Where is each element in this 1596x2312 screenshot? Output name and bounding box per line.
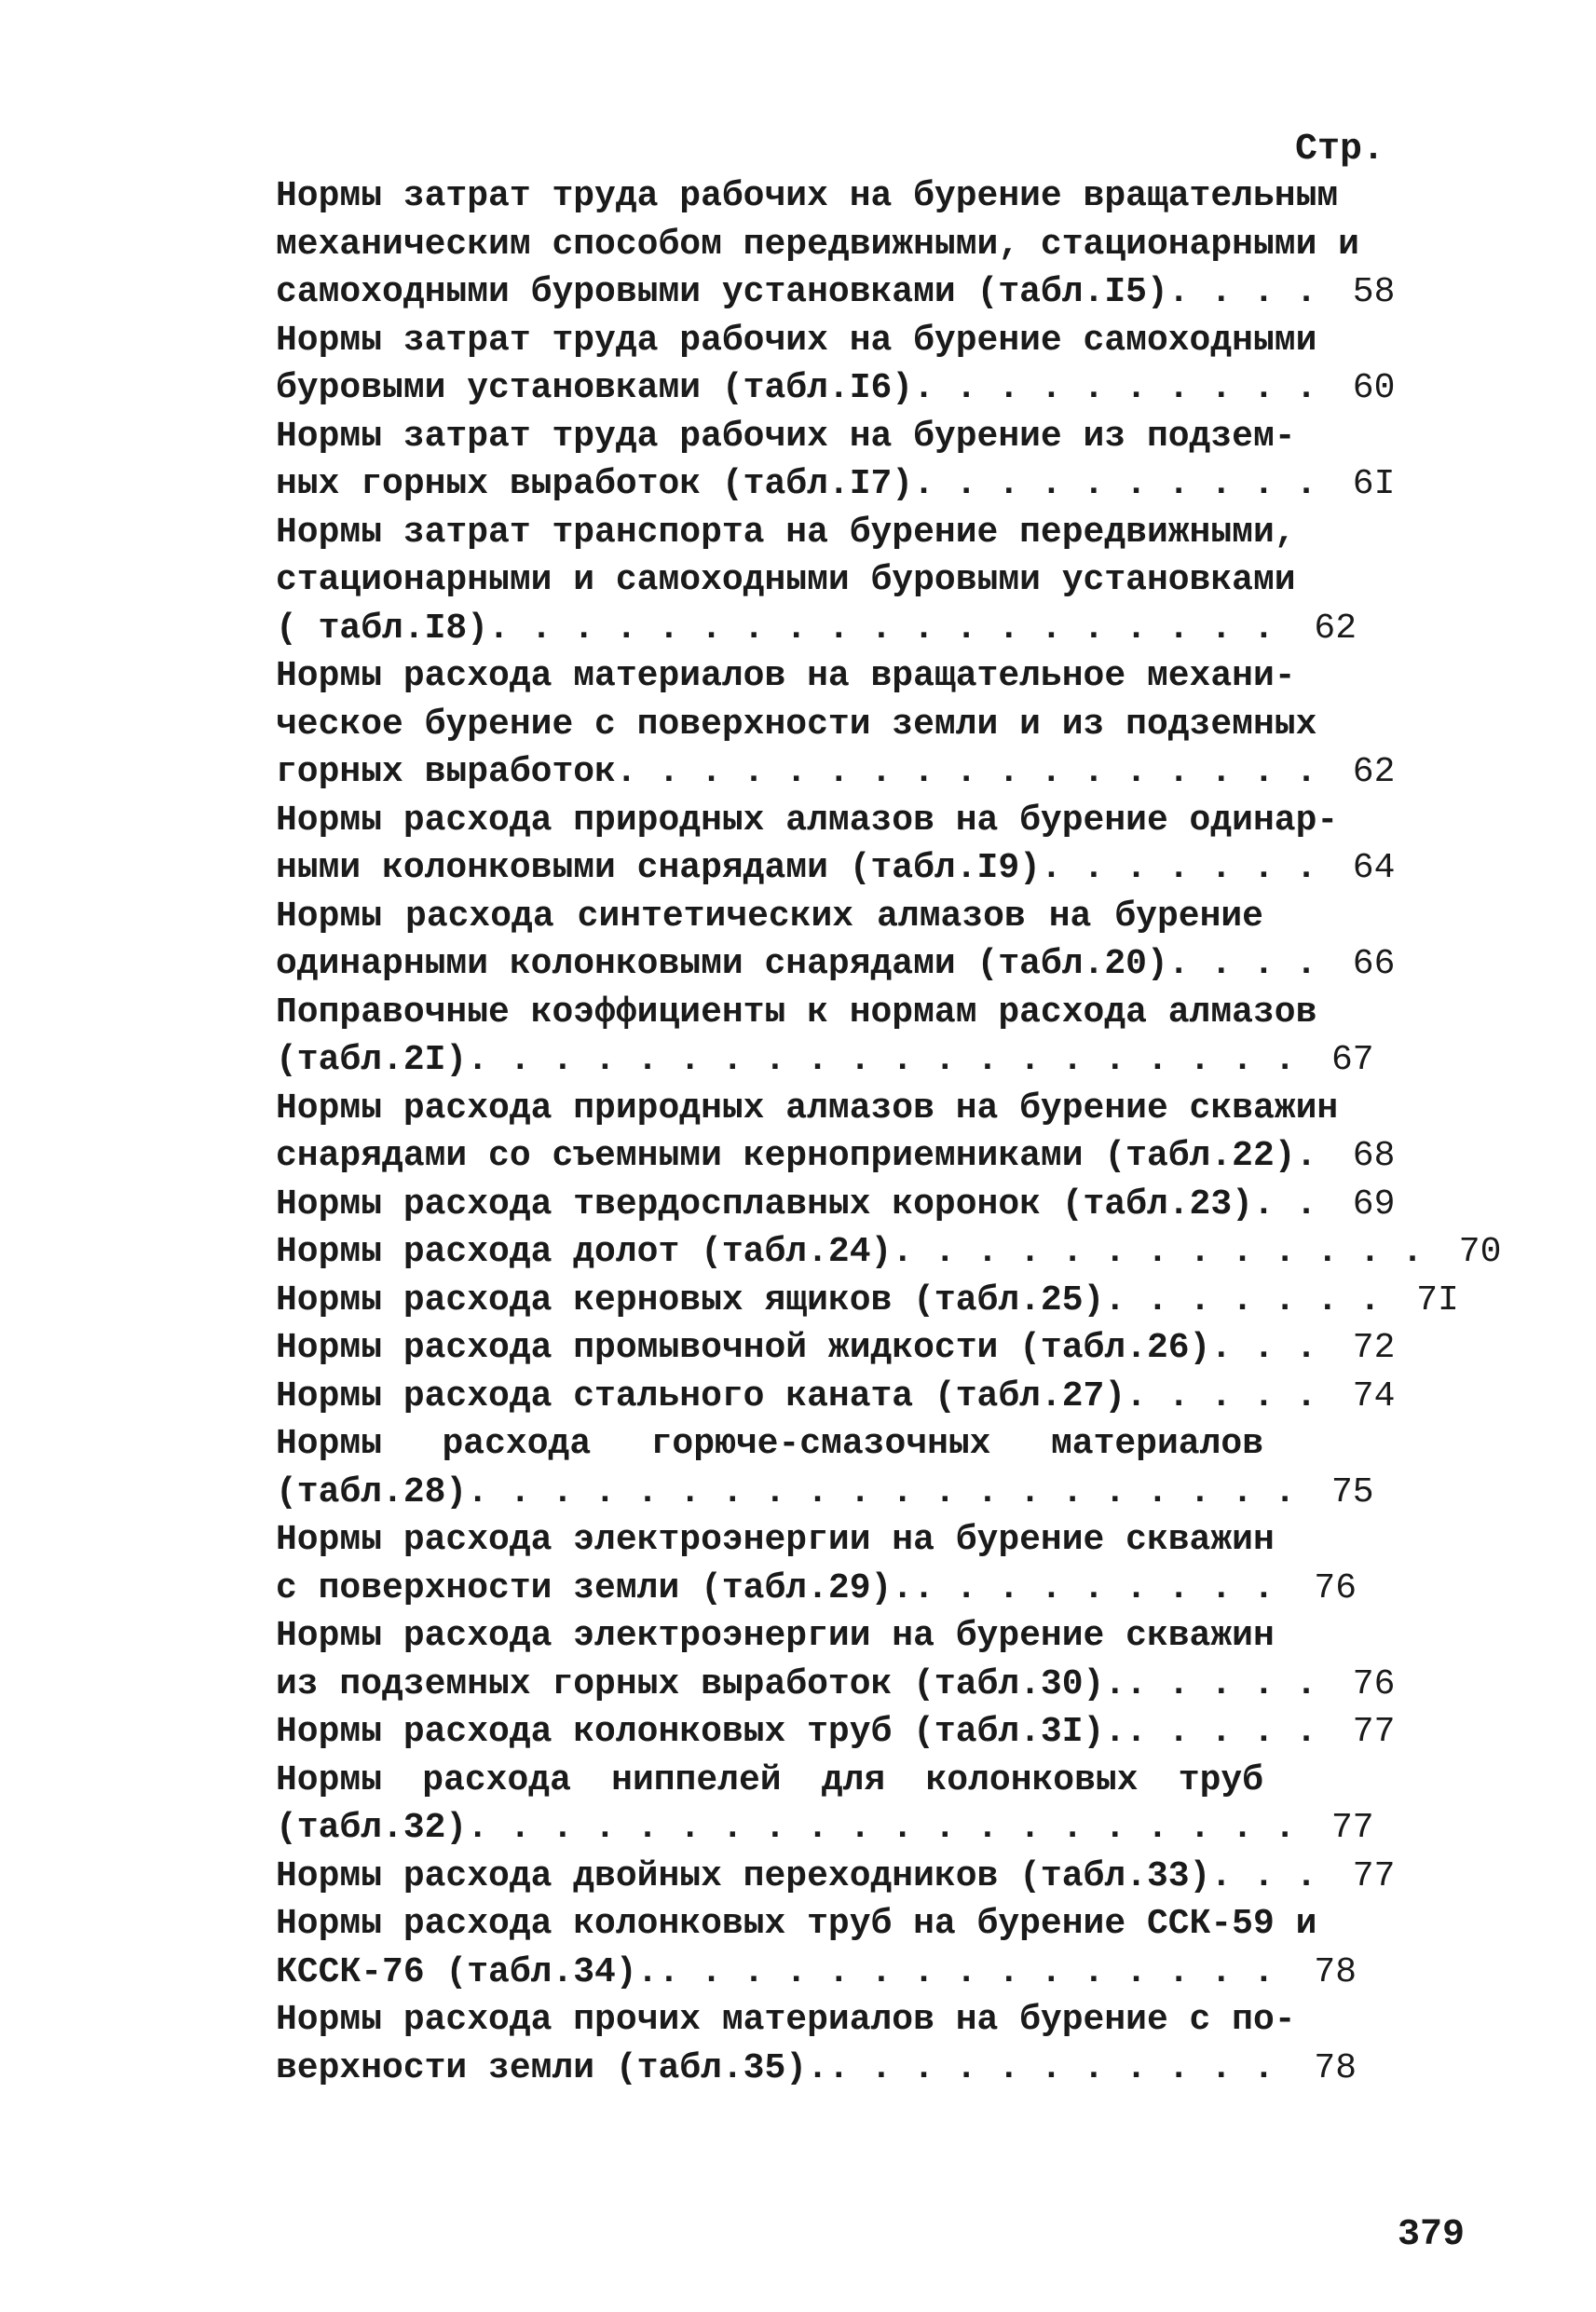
toc-leader-dots: . . . . . . . . . . . . . . . . . . .	[488, 608, 1275, 649]
toc-entry	[276, 1181, 1396, 1229]
toc-entry-title: Нормы затрат труда рабочих на бурение из подзем-	[276, 416, 1296, 457]
toc-entry-title: ческое бурение с поверхности земли и из подземных	[276, 704, 1317, 745]
toc-entry-title: Нормы расхода колонковых труб (табл.3I).	[276, 1712, 1126, 1752]
toc-entry-line	[276, 413, 1357, 461]
toc-entry-last-line	[276, 1373, 1396, 1421]
toc-leader-dots: . .	[1252, 1183, 1317, 1224]
toc-leader-dots: . . . . . . . . . . . . . . . . . . . .	[467, 1471, 1296, 1512]
toc-page-number: 72	[1352, 1328, 1396, 1368]
toc-entry-title: (табл.32)	[276, 1808, 468, 1848]
toc-page-number: 78	[1314, 1951, 1357, 1992]
toc-leader-dots: . . . . . . . . . .	[913, 464, 1317, 504]
toc-entry-last-line	[276, 1565, 1357, 1613]
toc-entry-line	[276, 172, 1357, 221]
table-of-contents	[276, 172, 1502, 2092]
toc-leader-dots: . . . .	[1167, 944, 1317, 984]
toc-entry-title: Нормы затрат труда рабочих на бурение самоходными	[276, 320, 1317, 361]
toc-entry-last-line	[276, 1181, 1396, 1229]
toc-entry-title: Поправочные коэффициенты к нормам расхода алмазов	[276, 992, 1317, 1033]
toc-entry-last-line	[276, 1036, 1374, 1085]
toc-entry	[276, 413, 1396, 509]
toc-entry	[276, 1373, 1396, 1421]
toc-entry	[276, 1324, 1396, 1373]
toc-entry-title: буровыми установками (табл.I6)	[276, 368, 914, 408]
toc-entry-line	[276, 989, 1357, 1037]
toc-leader-dots: . . . . .	[1125, 1712, 1317, 1752]
toc-entry	[276, 652, 1396, 797]
toc-leader-dots: . . . . . . . . . . . . . . . . . . . .	[467, 1808, 1296, 1848]
toc-entry-title: Нормы расхода колонковых труб на бурение ССК-59 и	[276, 1904, 1317, 1944]
toc-entry-title: верхности земли (табл.35).	[276, 2047, 828, 2088]
toc-leader-dots: . . .	[1210, 1328, 1317, 1368]
toc-leader-dots: . . . . . . . . .	[913, 1567, 1275, 1608]
toc-entry	[276, 1900, 1357, 1996]
toc-entry-title: Нормы расхода природных алмазов на бурение одинар-	[276, 800, 1339, 841]
toc-leader-dots: . . . .	[1167, 272, 1317, 312]
toc-entry-title: Нормы расхода долот (табл.24)	[276, 1232, 893, 1272]
toc-entry	[276, 797, 1396, 893]
toc-entry-title: Нормы расхода синтетических алмазов на бурение	[276, 896, 1263, 937]
toc-entry-title: Нормы затрат труда рабочих на бурение вращательным	[276, 176, 1339, 216]
toc-leader-dots: . . .	[1210, 1855, 1317, 1896]
toc-entry-last-line	[276, 2045, 1357, 2093]
toc-entry-last-line	[276, 1324, 1396, 1373]
toc-entry-last-line	[276, 1853, 1396, 1901]
toc-entry-last-line	[276, 1708, 1396, 1757]
toc-entry-line	[276, 893, 1357, 941]
toc-entry	[276, 317, 1396, 413]
toc-leader-dots: .	[1295, 1136, 1317, 1176]
toc-page-number: 60	[1352, 368, 1396, 408]
toc-entry-title: Нормы затрат транспорта на бурение передвижными,	[276, 512, 1296, 553]
toc-entry	[276, 1085, 1396, 1181]
toc-entry-title: с поверхности земли (табл.29).	[276, 1567, 914, 1608]
toc-page-number: 67	[1330, 1040, 1374, 1080]
toc-entry-title: Нормы расхода материалов на вращательное механи-	[276, 656, 1296, 696]
toc-page-number: 78	[1314, 2047, 1357, 2088]
toc-entry-last-line	[276, 940, 1396, 989]
toc-entry-title: (табл.28)	[276, 1471, 468, 1512]
page-column-header: Стр.	[1295, 129, 1385, 171]
toc-page-number: 77	[1352, 1712, 1396, 1752]
toc-leader-dots: . . . . . . .	[1104, 1279, 1381, 1320]
toc-entry	[276, 1853, 1396, 1901]
toc-entry-line	[276, 797, 1357, 845]
toc-page-number: 6I	[1352, 464, 1396, 504]
toc-entry-title: Нормы расхода стального каната (табл.27)	[276, 1375, 1126, 1416]
toc-entry-title: из подземных горных выработок (табл.30).	[276, 1663, 1126, 1704]
toc-entry	[276, 1277, 1459, 1325]
toc-entry	[276, 989, 1374, 1085]
toc-entry-last-line	[276, 1661, 1396, 1709]
toc-page-number: 66	[1352, 944, 1396, 984]
toc-entry	[276, 1708, 1396, 1757]
toc-entry-title: Нормы расхода электроэнергии на бурение скважин	[276, 1520, 1275, 1560]
toc-leader-dots: . . . . . . . . . . .	[827, 2047, 1275, 2088]
toc-entry-last-line	[276, 364, 1396, 413]
toc-entry-line	[276, 1420, 1357, 1469]
toc-entry-last-line	[276, 268, 1396, 317]
toc-leader-dots: . . . . . . . . . . . . . . . . . . . .	[467, 1040, 1296, 1080]
toc-entry-title: КССК-76 (табл.34).	[276, 1951, 659, 1992]
toc-entry-last-line	[276, 605, 1357, 653]
toc-entry-line	[276, 652, 1357, 701]
toc-entry-title: самоходными буровыми установками (табл.I5)	[276, 272, 1168, 312]
toc-entry-title: снарядами со съемными керноприемниками (табл.22)	[276, 1136, 1296, 1176]
toc-entry-title: Нормы расхода горюче-смазочных материалов	[276, 1424, 1263, 1464]
toc-leader-dots: . . . . . . . . . . . . . . .	[658, 1951, 1275, 1992]
toc-entry-last-line	[276, 1949, 1357, 1997]
toc-entry-title: стационарными и самоходными буровыми установками	[276, 560, 1296, 600]
toc-entry-title: механическим способом передвижными, стационарными и	[276, 224, 1359, 265]
toc-leader-dots: . . . . . . . . . .	[913, 368, 1317, 408]
toc-entry-title: ных горных выработок (табл.I7)	[276, 464, 914, 504]
toc-page-number: 62	[1314, 608, 1357, 649]
toc-entry-last-line	[276, 460, 1396, 509]
toc-page-number: 76	[1314, 1567, 1357, 1608]
toc-entry-line	[276, 1900, 1357, 1949]
toc-entry-last-line	[276, 1804, 1374, 1853]
toc-page-number: 74	[1352, 1375, 1396, 1416]
toc-entry-title: Нормы расхода двойных переходников (табл.33)	[276, 1855, 1211, 1896]
toc-entry-last-line	[276, 1277, 1459, 1325]
toc-entry-title: Нормы расхода ниппелей для колонковых труб	[276, 1759, 1263, 1800]
toc-leader-dots: . . . . .	[1125, 1663, 1317, 1704]
toc-entry-line	[276, 556, 1357, 605]
toc-entry-title: Нормы расхода керновых ящиков (табл.25)	[276, 1279, 1105, 1320]
toc-entry-title: Нормы расхода промывочной жидкости (табл.26)	[276, 1328, 1211, 1368]
toc-page-number: 77	[1330, 1808, 1374, 1848]
toc-entry-last-line	[276, 1228, 1502, 1277]
page-number: 379	[1398, 2214, 1466, 2256]
toc-entry	[276, 893, 1396, 989]
toc-entry-title: ными колонковыми снарядами (табл.I9)	[276, 848, 1041, 888]
toc-leader-dots: . . . . . . . . . . . . . . . . .	[615, 752, 1317, 792]
toc-entry-title: Нормы расхода прочих материалов на бурение с по-	[276, 2000, 1296, 2040]
toc-page-number: 76	[1352, 1663, 1396, 1704]
toc-entry-line	[276, 221, 1357, 269]
toc-entry-title: ( табл.I8)	[276, 608, 489, 649]
toc-entry-title: (табл.2I)	[276, 1040, 468, 1080]
toc-page-number: 70	[1458, 1232, 1502, 1272]
toc-entry-title: одинарными колонковыми снарядами (табл.20)	[276, 944, 1168, 984]
toc-entry-line	[276, 317, 1357, 365]
toc-page-number: 62	[1352, 752, 1396, 792]
toc-entry-line	[276, 1516, 1357, 1565]
toc-entry-last-line	[276, 1469, 1374, 1517]
toc-page-number: 77	[1352, 1855, 1396, 1896]
toc-page-number: 68	[1352, 1136, 1396, 1176]
toc-entry	[276, 1420, 1374, 1516]
toc-entry-title: Нормы расхода электроэнергии на бурение скважин	[276, 1616, 1275, 1656]
toc-entry-line	[276, 701, 1357, 749]
toc-entry-line	[276, 1085, 1357, 1133]
toc-entry	[276, 1516, 1357, 1612]
toc-entry	[276, 1612, 1396, 1708]
toc-entry-title: Нормы расхода природных алмазов на бурение скважин	[276, 1088, 1339, 1129]
toc-entry	[276, 1228, 1502, 1277]
toc-entry-title: Нормы расхода твердосплавных коронок (табл.23)	[276, 1183, 1253, 1224]
toc-page-number: 75	[1330, 1471, 1374, 1512]
toc-entry-line	[276, 509, 1357, 557]
toc-entry-line	[276, 1757, 1357, 1805]
toc-leader-dots: . . . . . . . . . . . . .	[892, 1232, 1424, 1272]
toc-entry-last-line	[276, 748, 1396, 797]
toc-entry-line	[276, 1612, 1357, 1661]
toc-entry	[276, 1996, 1357, 2092]
toc-entry-line	[276, 1996, 1357, 2045]
toc-entry	[276, 509, 1357, 653]
toc-leader-dots: . . . . . . .	[1040, 848, 1317, 888]
toc-entry-title: горных выработок	[276, 752, 616, 792]
toc-entry-last-line	[276, 1132, 1396, 1181]
toc-leader-dots: . . . . .	[1125, 1375, 1317, 1416]
toc-page-number: 58	[1352, 272, 1396, 312]
toc-entry	[276, 172, 1396, 317]
toc-entry-last-line	[276, 844, 1396, 893]
toc-page-number: 7I	[1416, 1279, 1459, 1320]
toc-page-number: 64	[1352, 848, 1396, 888]
toc-page-number: 69	[1352, 1183, 1396, 1224]
toc-entry	[276, 1757, 1374, 1853]
